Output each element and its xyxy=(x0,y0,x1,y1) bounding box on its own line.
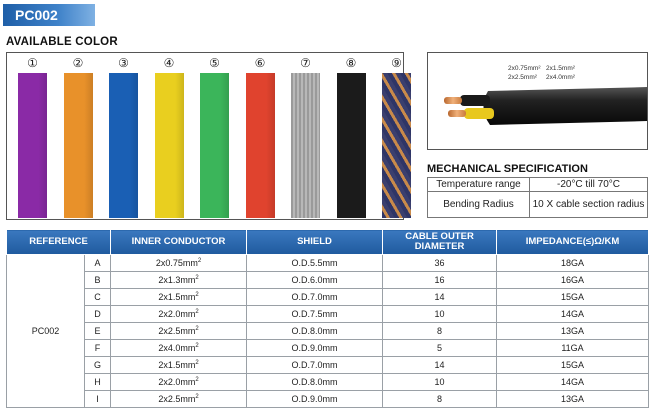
cable-outer-diameter-cell: 5 xyxy=(383,340,497,357)
unit-superscript: 2 xyxy=(195,343,199,349)
table-header-row xyxy=(7,230,649,255)
table-row xyxy=(7,306,649,323)
color-swatch xyxy=(109,73,138,218)
photo-label: 2x0.75mm² xyxy=(508,65,541,72)
row-id-cell: C xyxy=(85,289,111,306)
mech-value: 10 X cable section radius xyxy=(530,192,648,218)
inner-conductor-cell: $2x1.3mm^2$ xyxy=(111,272,247,289)
table-row xyxy=(7,357,649,374)
cable-outer-diameter-cell: 36 xyxy=(383,255,497,272)
unit-superscript: 2 xyxy=(195,394,199,400)
row-id-cell: G xyxy=(85,357,111,374)
shield-cell: O.D.8.0mm xyxy=(247,374,383,391)
header-reference: REFERENCE xyxy=(7,230,111,255)
shield-cell: O.D.9.0mm xyxy=(247,391,383,408)
shield-cell: O.D.9.0mm xyxy=(247,340,383,357)
inner-conductor-cell: $2x2.5mm^2$ xyxy=(111,323,247,340)
swatch-number: ⑧ xyxy=(345,56,357,70)
row-id-cell: D xyxy=(85,306,111,323)
inner-conductor-cell: $2x1.5mm^2$ xyxy=(111,289,247,306)
color-swatch xyxy=(155,73,184,218)
color-swatch xyxy=(382,73,411,218)
header-shield: SHIELD xyxy=(247,230,383,255)
table-row xyxy=(7,255,649,272)
inner-conductor-cell: $2x0.75mm^2$ xyxy=(111,255,247,272)
specification-table-wrap xyxy=(6,229,648,413)
row-id-cell: A xyxy=(85,255,111,272)
table-row xyxy=(7,374,649,391)
color-swatch xyxy=(18,73,47,218)
cable-outer-diameter-cell: 10 xyxy=(383,306,497,323)
color-swatch-panel xyxy=(6,52,404,220)
photo-label: 2x2.5mm² xyxy=(508,74,537,81)
row-id-cell: B xyxy=(85,272,111,289)
table-row xyxy=(7,391,649,408)
mech-key: Temperature range xyxy=(428,178,530,192)
color-swatch xyxy=(246,73,275,218)
color-swatch xyxy=(291,73,320,218)
mech-value: -20°C till 70°C xyxy=(530,178,648,192)
reference-name: PC002 xyxy=(7,255,85,408)
swatch-number: ⑨ xyxy=(391,56,402,70)
table-row xyxy=(7,340,649,357)
impedance-cell: 14GA xyxy=(497,374,649,391)
swatch-number: ⑥ xyxy=(254,56,266,70)
unit-superscript: 2 xyxy=(195,360,199,366)
shield-cell: O.D.8.0mm xyxy=(247,323,383,340)
swatch-number: ④ xyxy=(163,56,175,70)
shield-cell: O.D.6.0mm xyxy=(247,272,383,289)
mech-row-temperature xyxy=(428,178,648,192)
row-id-cell: H xyxy=(85,374,111,391)
header-impedance: IMPEDANCE(≤)Ω/KM xyxy=(497,230,649,255)
impedance-cell: 13GA xyxy=(497,323,649,340)
cable-outer-diameter-cell: 10 xyxy=(383,374,497,391)
unit-superscript: 2 xyxy=(195,377,199,383)
unit-superscript: 2 xyxy=(197,258,202,264)
color-swatch xyxy=(337,73,366,218)
table-row xyxy=(7,323,649,340)
cable-photo xyxy=(427,52,648,150)
page-title: PC002 xyxy=(3,4,95,26)
unit-superscript: 2 xyxy=(195,292,199,298)
cable-outer-diameter-cell: 16 xyxy=(383,272,497,289)
row-id-cell: F xyxy=(85,340,111,357)
color-swatch xyxy=(200,73,229,218)
color-swatch xyxy=(64,73,93,218)
mechanical-spec-table xyxy=(427,177,648,218)
cable-outer-diameter-cell: 14 xyxy=(383,357,497,374)
mech-row-bending xyxy=(428,192,648,218)
swatch-number: ① xyxy=(27,56,38,70)
shield-cell: O.D.5.5mm xyxy=(247,255,383,272)
table-body xyxy=(7,255,649,408)
inner-conductor-cell: $2x2.0mm^2$ xyxy=(111,306,247,323)
impedance-cell: 14GA xyxy=(497,306,649,323)
specification-table xyxy=(6,229,649,408)
inner-conductor-cell: $2x2.5mm^2$ xyxy=(111,391,247,408)
impedance-cell: 18GA xyxy=(497,255,649,272)
swatch-number: ⑤ xyxy=(209,56,220,70)
impedance-cell: 11GA xyxy=(497,340,649,357)
header-inner-conductor: INNER CONDUCTOR xyxy=(111,230,247,255)
unit-superscript: 2 xyxy=(195,275,199,281)
photo-label: 2x4.0mm² xyxy=(546,74,575,81)
photo-label: 2x1.5mm² xyxy=(546,65,575,72)
unit-superscript: 2 xyxy=(195,326,199,332)
impedance-cell: 16GA xyxy=(497,272,649,289)
row-id-cell: I xyxy=(85,391,111,408)
row-id-cell: E xyxy=(85,323,111,340)
cable-outer-diameter-cell: 8 xyxy=(383,323,497,340)
impedance-cell: 15GA xyxy=(497,357,649,374)
swatch-number: ③ xyxy=(118,56,129,70)
impedance-cell: 15GA xyxy=(497,289,649,306)
shield-cell: O.D.7.0mm xyxy=(247,289,383,306)
header-cable-outer-diameter: CABLE OUTER DIAMETER xyxy=(383,230,497,255)
shield-cell: O.D.7.0mm xyxy=(247,357,383,374)
cable-illustration xyxy=(428,53,648,150)
table-row xyxy=(7,272,649,289)
shield-cell: O.D.7.5mm xyxy=(247,306,383,323)
cable-outer-diameter-cell: 8 xyxy=(383,391,497,408)
mech-key: Bending Radius xyxy=(428,192,530,218)
available-color-heading: AVAILABLE COLOR xyxy=(6,36,118,48)
table-row xyxy=(7,289,649,306)
impedance-cell: 13GA xyxy=(497,391,649,408)
mechanical-spec-title: MECHANICAL SPECIFICATION xyxy=(427,163,588,175)
swatch-number: ⑦ xyxy=(300,56,311,70)
inner-conductor-cell: $2x4.0mm^2$ xyxy=(111,340,247,357)
inner-conductor-cell: $2x2.0mm^2$ xyxy=(111,374,247,391)
swatch-number: ② xyxy=(72,56,84,70)
inner-conductor-cell: $2x1.5mm^2$ xyxy=(111,357,247,374)
unit-superscript: 2 xyxy=(195,309,199,315)
cable-outer-diameter-cell: 14 xyxy=(383,289,497,306)
